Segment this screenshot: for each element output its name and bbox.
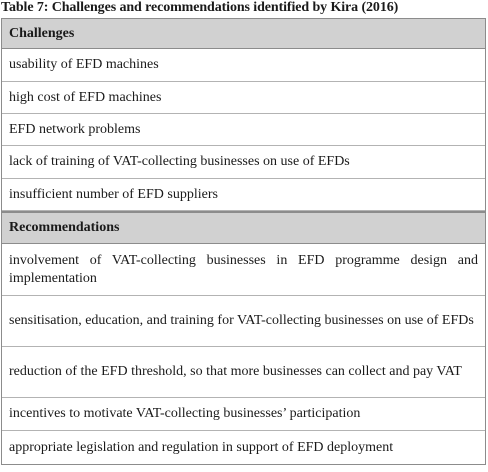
challenge-row <box>2 146 485 179</box>
recommendation-text: sensitisation, education, and training for VAT-collecting businesses on use of EFDs <box>9 313 474 328</box>
challenges-header-label: Challenges <box>9 25 75 41</box>
challenges-header <box>2 19 485 49</box>
recommendation-row <box>2 244 485 296</box>
challenge-row <box>2 179 485 211</box>
challenge-row <box>2 82 485 114</box>
challenge-text: lack of training of VAT-collecting businesses on use of EFDs <box>9 154 350 169</box>
recommendations-header-label: Recommendations <box>9 220 120 235</box>
challenge-text: EFD network problems <box>9 121 141 137</box>
recommendation-row <box>2 398 485 431</box>
challenge-text: high cost of EFD machines <box>9 89 162 105</box>
recommendation-text: involvement of VAT-collecting businesses in EFD programme design and implementation <box>9 252 478 286</box>
recommendation-text: reduction of the EFD threshold, so that more businesses can collect and pay VAT <box>9 364 462 379</box>
recommendation-text: appropriate legislation and regulation in support of EFD deployment <box>9 439 394 455</box>
challenge-row <box>2 114 485 146</box>
recommendations-header <box>2 211 485 244</box>
recommendation-row <box>2 431 485 464</box>
challenge-row <box>2 49 485 82</box>
recommendation-text: incentives to motivate VAT-collecting businesses’ participation <box>9 406 361 421</box>
recommendation-row <box>2 296 485 347</box>
challenge-text: usability of EFD machines <box>9 57 159 72</box>
recommendation-row <box>2 347 485 398</box>
table-caption: Table 7: Challenges and recommendations identified by Kira (2016) <box>1 0 399 15</box>
challenge-text: insufficient number of EFD suppliers <box>9 186 218 202</box>
challenges-recommendations-table <box>1 18 486 465</box>
